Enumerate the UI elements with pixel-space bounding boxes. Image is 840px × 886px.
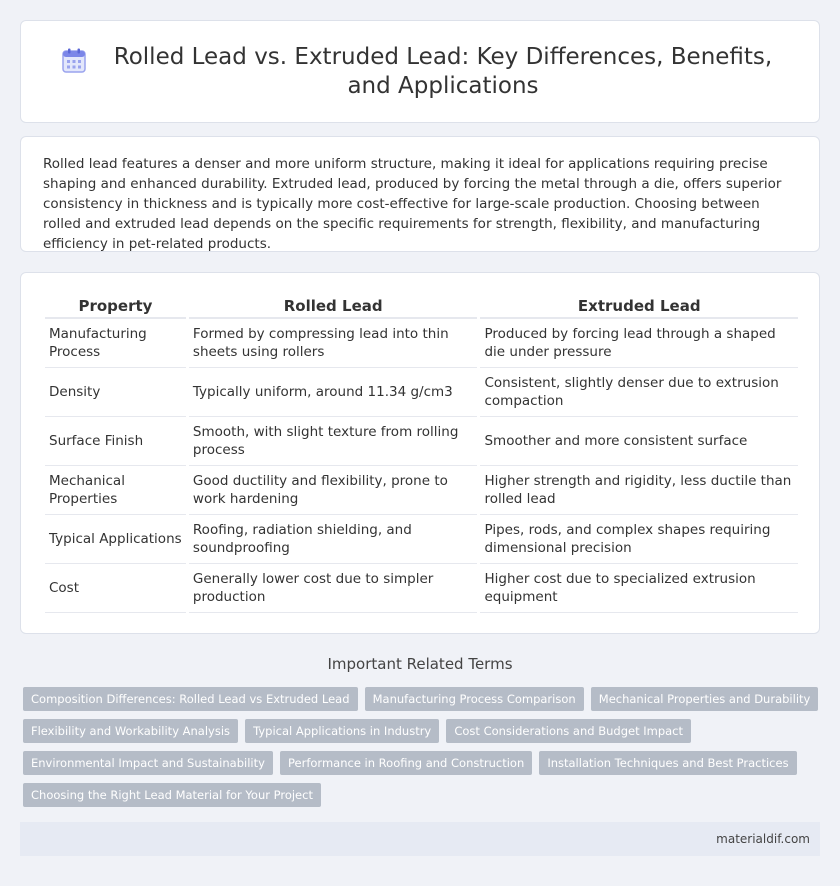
cell-property: Density <box>45 368 186 417</box>
cell-extruded: Consistent, slightly denser due to extrusion compaction <box>480 368 798 417</box>
footer <box>20 822 820 856</box>
related-term-tag[interactable]: Flexibility and Workability Analysis <box>23 719 238 743</box>
related-terms-heading: Important Related Terms <box>327 655 513 673</box>
related-term-tag[interactable]: Manufacturing Process Comparison <box>365 687 584 711</box>
related-term-tag[interactable]: Performance in Roofing and Construction <box>280 751 532 775</box>
title-card <box>20 20 820 123</box>
cell-property: Surface Finish <box>45 417 186 466</box>
cell-rolled: Formed by compressing lead into thin sheets using rollers <box>189 319 478 368</box>
table-header-row <box>45 295 798 319</box>
cell-rolled: Roofing, radiation shielding, and soundproofing <box>189 515 478 564</box>
cell-property: Mechanical Properties <box>45 466 186 515</box>
cell-rolled: Good ductility and flexibility, prone to work hardening <box>189 466 478 515</box>
calendar-icon <box>60 47 88 75</box>
related-term-tag[interactable]: Mechanical Properties and Durability <box>591 687 819 711</box>
cell-property: Manufacturing Process <box>45 319 186 368</box>
comparison-table <box>42 295 801 613</box>
page-title: Rolled Lead vs. Extruded Lead: Key Differences, Benefits, and Applications <box>113 43 773 99</box>
table-row <box>45 417 798 466</box>
cell-property: Typical Applications <box>45 515 186 564</box>
cell-extruded: Higher cost due to specialized extrusion equipment <box>480 564 798 613</box>
table-row <box>45 515 798 564</box>
cell-extruded: Pipes, rods, and complex shapes requiring dimensional precision <box>480 515 798 564</box>
table-row <box>45 368 798 417</box>
comparison-table-card <box>20 272 820 634</box>
related-term-tag[interactable]: Composition Differences: Rolled Lead vs Extruded Lead <box>23 687 358 711</box>
table-row <box>45 319 798 368</box>
related-term-tag[interactable]: Choosing the Right Lead Material for Your Project <box>23 783 321 807</box>
cell-property: Cost <box>45 564 186 613</box>
related-term-tag[interactable]: Environmental Impact and Sustainability <box>23 751 273 775</box>
table-row <box>45 466 798 515</box>
header-extruded-lead: Extruded Lead <box>480 295 798 319</box>
table-row <box>45 564 798 613</box>
cell-rolled: Typically uniform, around 11.34 g/cm3 <box>189 368 478 417</box>
cell-rolled: Smooth, with slight texture from rolling process <box>189 417 478 466</box>
cell-extruded: Higher strength and rigidity, less ductile than rolled lead <box>480 466 798 515</box>
header-property: Property <box>45 295 186 319</box>
cell-rolled: Generally lower cost due to simpler production <box>189 564 478 613</box>
related-terms-list <box>23 687 823 815</box>
cell-extruded: Produced by forcing lead through a shaped die under pressure <box>480 319 798 368</box>
related-term-tag[interactable]: Cost Considerations and Budget Impact <box>446 719 691 743</box>
related-term-tag[interactable]: Typical Applications in Industry <box>245 719 439 743</box>
footer-site-link[interactable]: materialdif.com <box>716 832 810 846</box>
intro-paragraph: Rolled lead features a denser and more uniform structure, making it ideal for applications requiring precise shaping and enhanced durability. Extruded lead, produced by forcing the metal through a die, offers superior consistency in thickness and is typically more cost-effective for large-scale production. Choosing between rolled and extruded lead depends on the specific requirements for strength, flexibility, and manufacturing efficiency in pet-related products. <box>43 156 782 252</box>
header-rolled-lead: Rolled Lead <box>189 295 478 319</box>
related-term-tag[interactable]: Installation Techniques and Best Practices <box>539 751 796 775</box>
cell-extruded: Smoother and more consistent surface <box>480 417 798 466</box>
intro-card <box>20 136 820 252</box>
